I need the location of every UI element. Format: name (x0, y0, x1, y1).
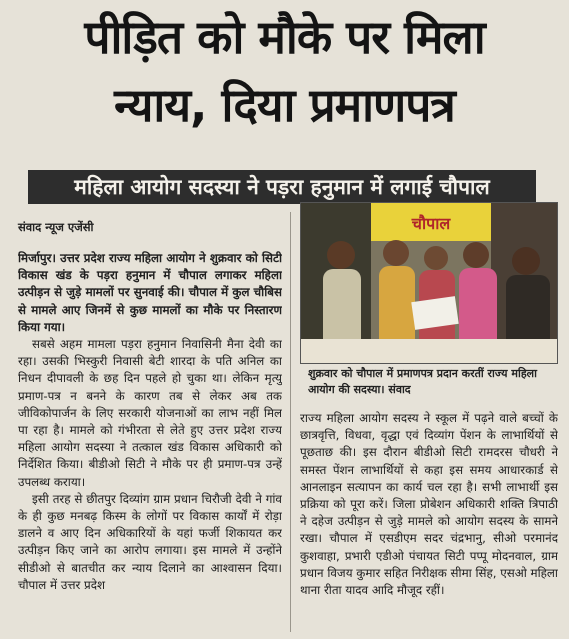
byline: संवाद न्यूज एजेंसी (18, 220, 94, 234)
headline-line-1: पीड़ित को मौके पर मिला (84, 10, 485, 64)
body-paragraph: सबसे अहम मामला पड़रा हनुमान निवासिनी मैना देवी का रहा। उसकी भिस्कुरी निवासी बेटी शारदा के पति अनिल का निधन दीपावली के छह दिन पहले हो चुका था। लेकिन मृत्यु प्रमाण-पत्र न बनने के कारण तब से लेकर अब तक जीविकोपार्जन के लिए सरकारी योजनाओं का लाभ नहीं मिल पा रहा है। मामले को गंभीरता से लेते हुए उत्तर प्रदेश राज्य महिला आयोग सदस्या ने तत्काल खंड विकास अधिकारी को निर्देशित किया। बीडीओ सिटी ने मौके पर ही प्रमाण-पत्र उन्हें उपलब्ध कराया। (18, 337, 282, 489)
news-photo (300, 202, 558, 364)
headline-line-2: न्याय, दिया प्रमाणपत्र (114, 78, 455, 132)
article-body-right (300, 410, 558, 635)
photo-caption: शुक्रवार को चौपाल में प्रमाणपत्र प्रदान करतीं राज्य महिला आयोग की सदस्या। संवाद (308, 367, 537, 396)
article-body-left (18, 250, 282, 634)
body-paragraph: मिर्जापुर। उत्तर प्रदेश राज्य महिला आयोग ने शुक्रवार को सिटी विकास खंड के पड़रा हनुमान में चौपाल लगाकर महिला उत्पीड़न से जुड़े मामलों पर सुनवाई की। चौपाल में कुल चौबिस से मामले आए जिनमें से कुछ मामलों का मौके पर निस्तारण किया गया। (18, 251, 282, 334)
column-divider (290, 212, 291, 632)
photo-banner-text: चौपाल (411, 214, 451, 233)
body-paragraph: राज्य महिला आयोग सदस्य ने स्कूल में पढ़ने वाले बच्चों के छात्रवृत्ति, विधवा, वृद्धा एवं दिव्यांग पेंशन के लाभार्थियों से पूछताछ की। इस दौरान बीडीओ सिटी रामदरस चौधरी ने समस्त पेंशन लाभार्थियों से कहा इस समय आधारकार्ड से आनलाइन सत्यापन का कार्य चल रहा है। सभी लाभार्थी इस प्रक्रिया को पूरा करें। जिला प्रोबेशन अधिकारी शक्ति त्रिपाठी ने दहेज उत्पीड़न से जुड़े मामले को आयोग सदस्य के सामने रखा। चौपाल में एसडीएम सदर चंद्रभानु, सीओ परमानंद कुशवाहा, प्रभारी एडीओ पंचायत सिटी पप्पू मोदनवाल, ग्राम प्रधान विजय कुमार सहित निरीक्षक सीमा सिंह, एसओ महिला थाना रीता यादव आदि मौजूद रहीं। (300, 411, 558, 598)
body-paragraph: इसी तरह से छीतपुर दिव्यांग ग्राम प्रधान चिरौजी देवी ने गांव के ही कुछ मनबढ़ किस्म के लोगों पर विकास कार्यों में रोड़ा डालने व आए दिन अधिकारियों के यहां फर्जी शिकायत कर उत्पीड़न किए जाने का आरोप लगाया। इस मामले में उन्होंने सीडीओ से बातचीत कर न्याय दिलाने का आश्वासन दिया। चौपाल में उत्तर प्रदेश (18, 491, 282, 592)
subheadline: महिला आयोग सदस्या ने पड़रा हनुमान में लगाई चौपाल (28, 170, 536, 204)
photo-scene (301, 203, 557, 363)
